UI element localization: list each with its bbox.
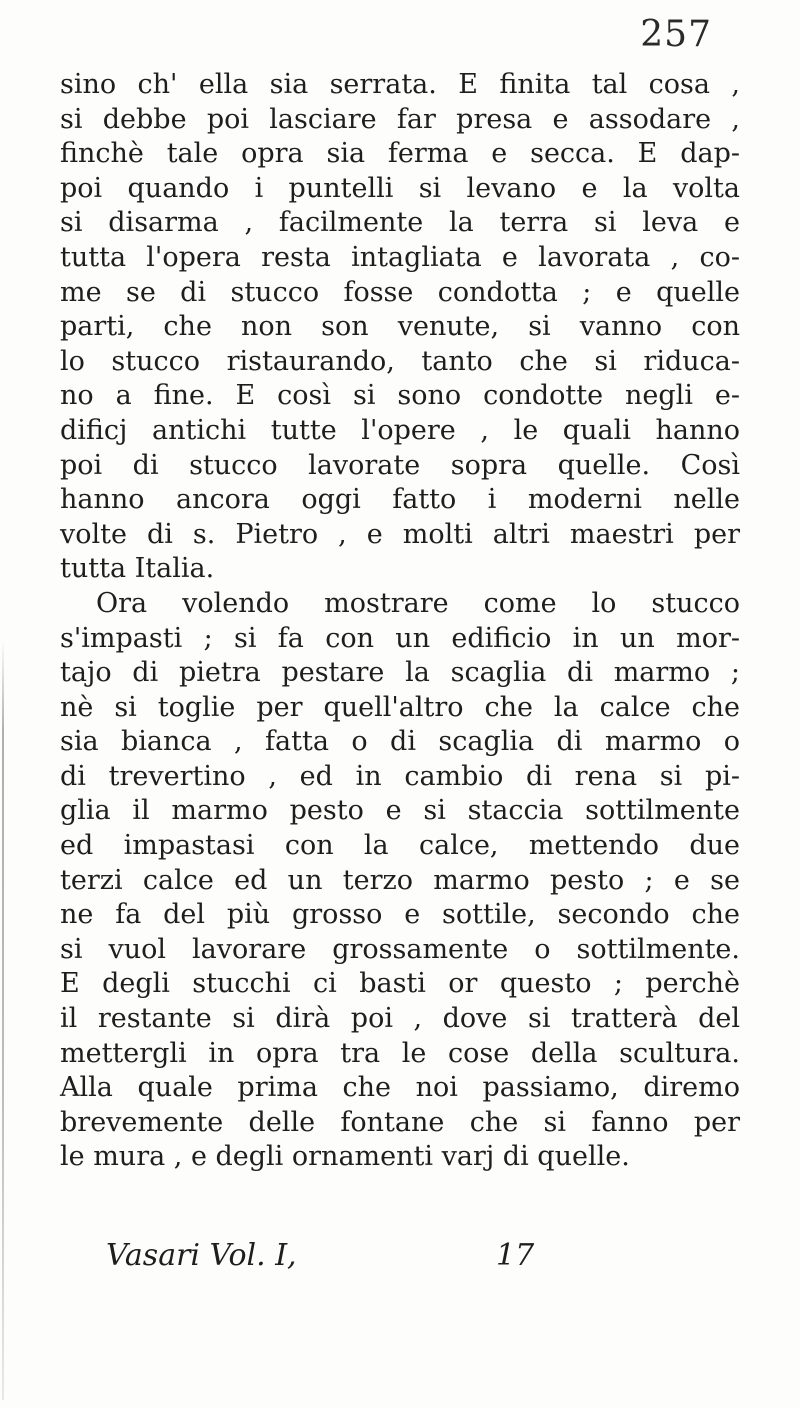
text-line: ne fa del più grosso e sottile, secondo che [60, 899, 740, 931]
text-line: si disarma , facilmente la terra si leva e [60, 207, 740, 239]
text-line: E degli stucchi ci basti or questo ; perchè [60, 968, 740, 1000]
text-line: si debbe poi lasciare far presa e assodare , [60, 103, 740, 135]
text-line: parti, che non son venute, si vanno con [60, 311, 740, 343]
text-line: sino ch' ella sia serrata. E finita tal cosa , [60, 69, 740, 100]
text-line: no a fine. E così si sono condotte negli e- [60, 380, 740, 412]
page-edge-shadow [2, 640, 4, 1400]
text-line: mettergli in opra tra le cose della scultura. [60, 1037, 740, 1069]
text-line-paragraph-end: le mura , e degli ornamenti varj di quelle. [60, 1141, 630, 1173]
text-line: brevemente delle fontane che si fanno per [60, 1106, 740, 1138]
text-line-paragraph-end: tutta Italia. [60, 553, 215, 585]
text-line: glia il marmo pesto e si staccia sottilmente [60, 795, 740, 827]
text-line: poi quando i puntelli si levano e la volta [60, 172, 740, 204]
text-line: di trevertino , ed in cambio di rena si pi- [60, 760, 740, 792]
body-text [60, 68, 740, 1175]
text-line: sia bianca , fatta o di scaglia di marmo o [60, 726, 740, 758]
text-line: hanno ancora oggi fatto i moderni nelle [60, 484, 740, 516]
text-line: s'impasti ; si fa con un edificio in un mor- [60, 622, 740, 654]
text-line: il restante si dirà poi , dove si tratterà del [60, 1003, 740, 1035]
text-line: terzi calce ed un terzo marmo pesto ; e se [60, 864, 740, 896]
text-line: ed impastasi con la calce, mettendo due [60, 830, 740, 862]
text-line: nè si toglie per quell'altro che la calce che [60, 691, 740, 723]
text-line: me se di stucco fosse condotta ; e quelle [60, 276, 740, 308]
text-line: Alla quale prima che noi passiamo, diremo [60, 1072, 740, 1104]
text-line: si vuol lavorare grossamente o sottilmente. [60, 933, 740, 965]
text-line: lo stucco ristaurando, tanto che si riduca- [60, 345, 740, 377]
signature-mark: Vasari Vol. I, [106, 1238, 297, 1273]
signature-number: 17 [496, 1238, 535, 1273]
text-line: volte di s. Pietro , e molti altri maestri per [60, 518, 740, 550]
page-number: 257 [640, 14, 712, 55]
text-line-paragraph-start: Ora volendo mostrare come lo stucco [96, 587, 740, 619]
text-line: finchè tale opra sia ferma e secca. E dap- [60, 138, 740, 170]
text-line: poi di stucco lavorate sopra quelle. Così [60, 449, 740, 481]
text-line: dificj antichi tutte l'opere , le quali hanno [60, 414, 740, 446]
text-line: tajo di pietra pestare la scaglia di marmo ; [60, 657, 740, 689]
text-line: tutta l'opera resta intagliata e lavorata , co- [60, 241, 740, 273]
